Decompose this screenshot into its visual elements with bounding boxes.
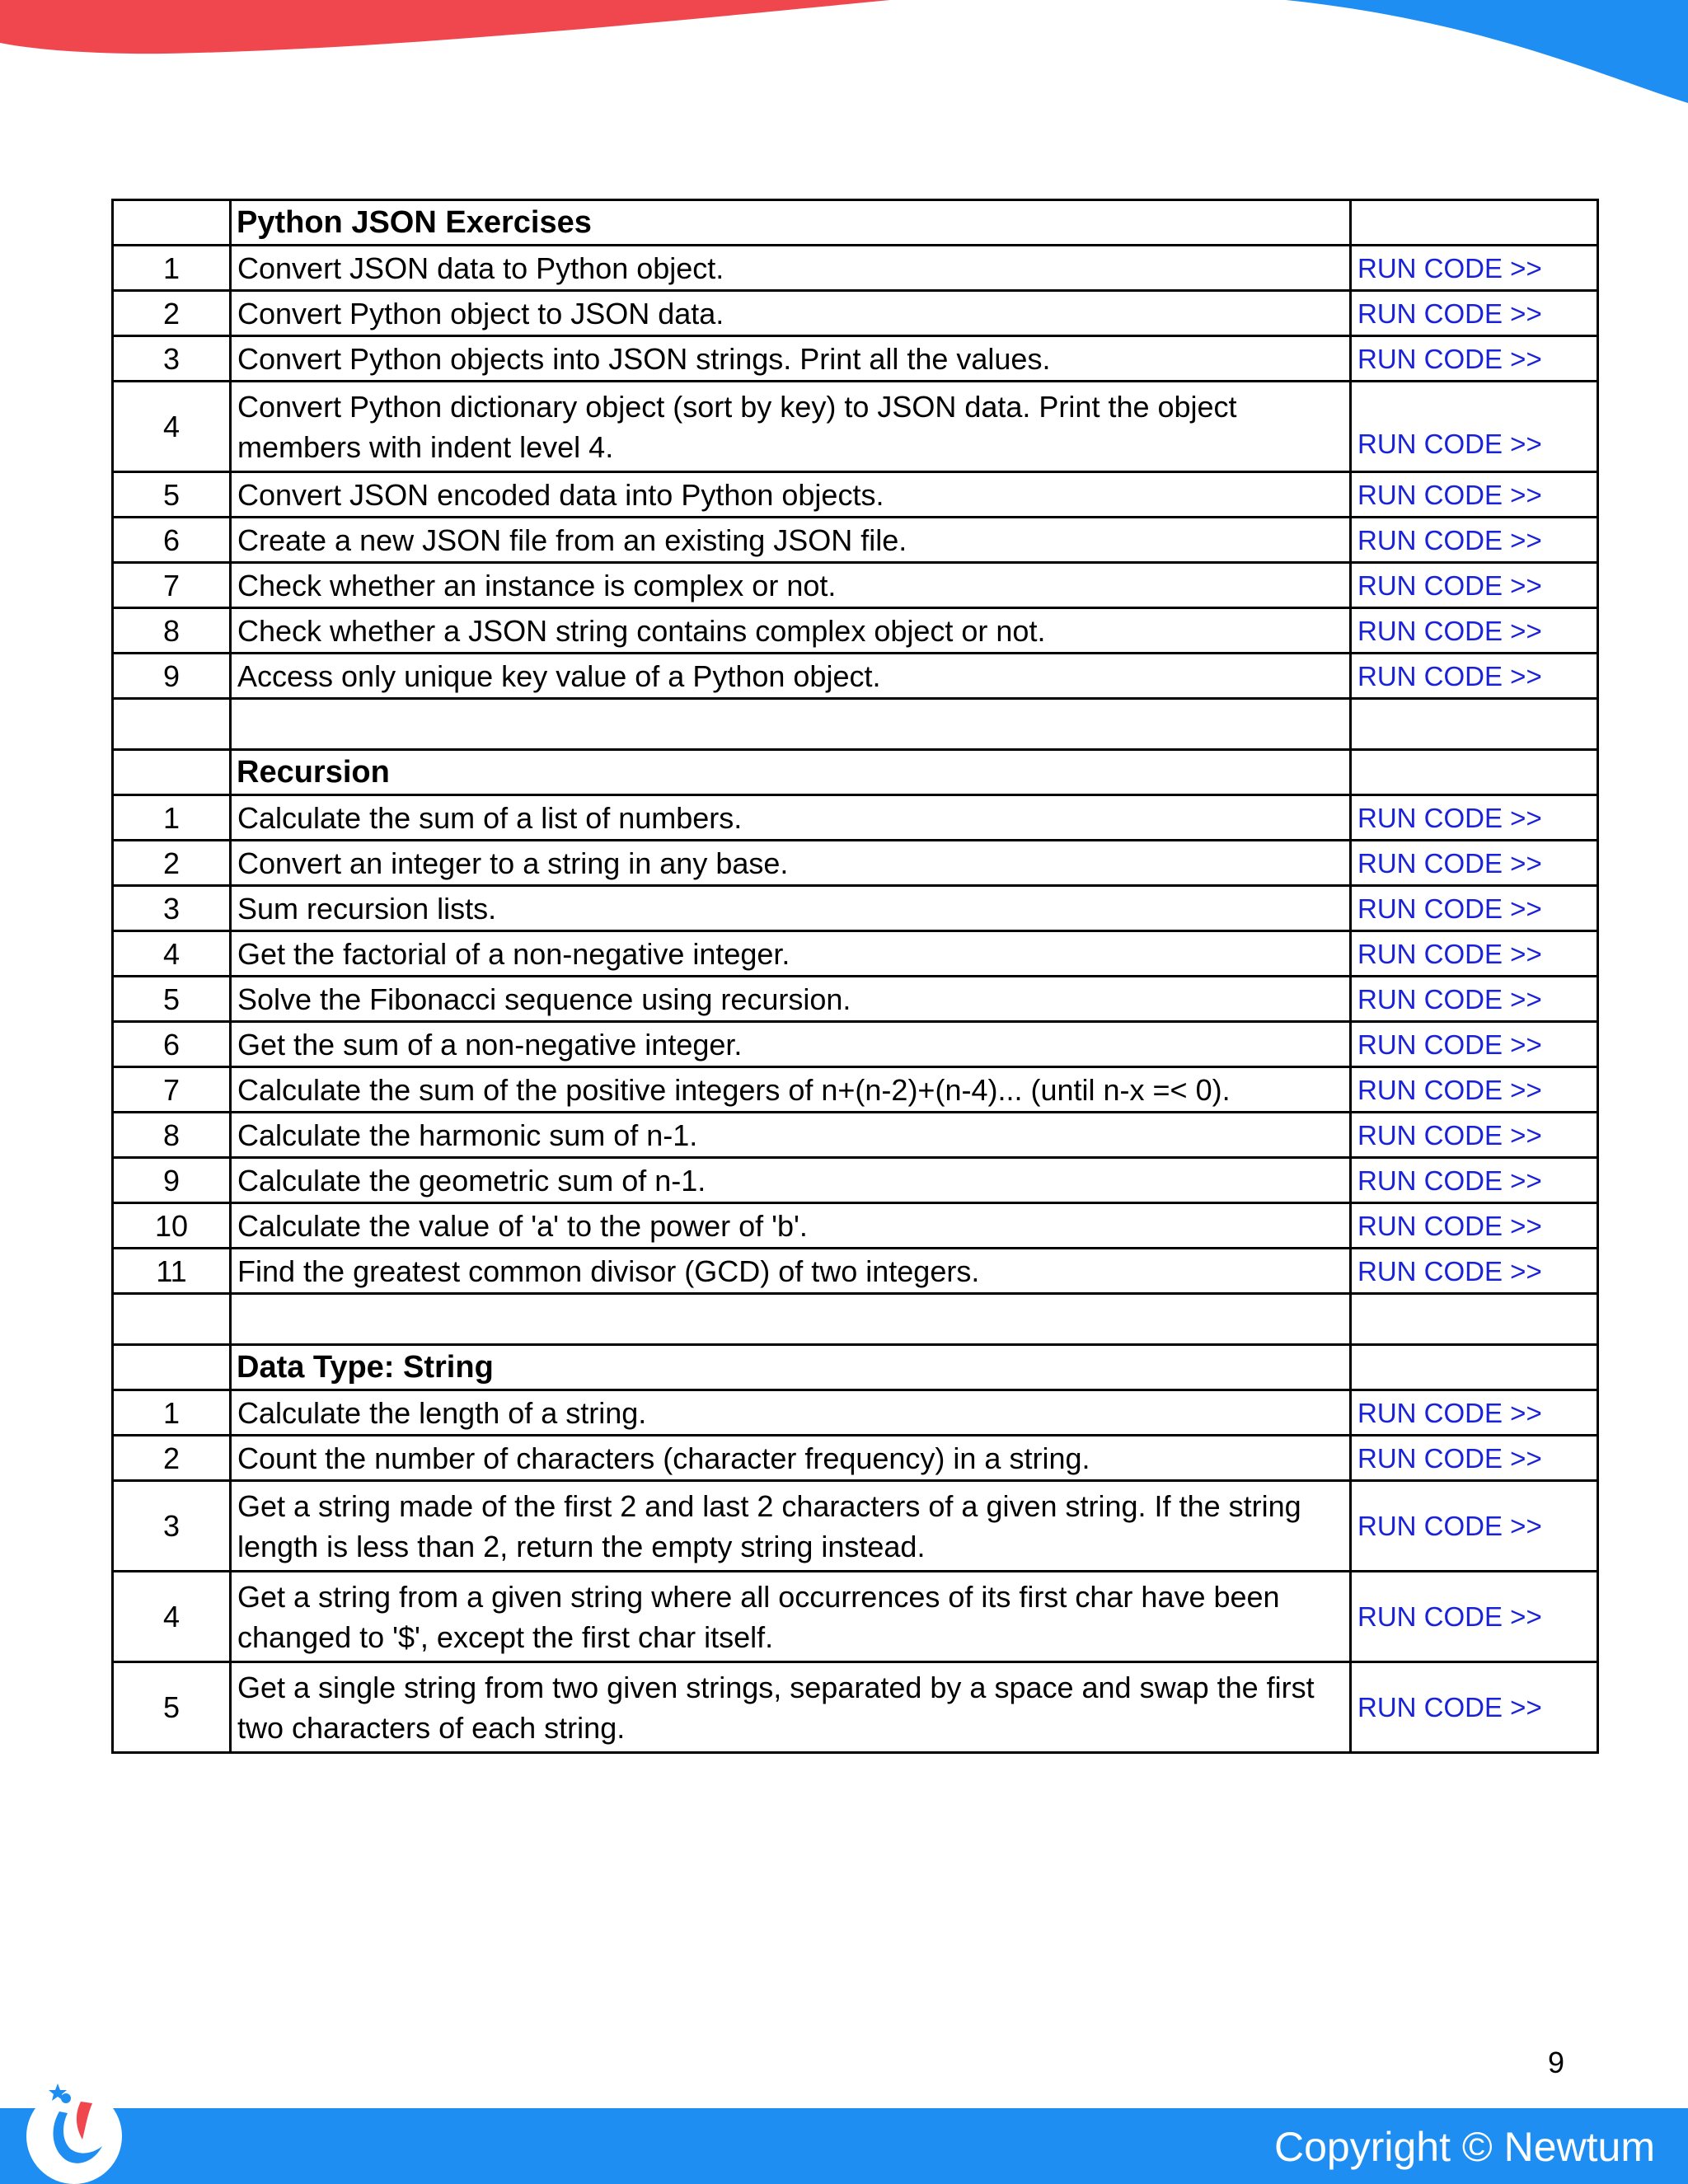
row-number: 7	[113, 563, 231, 608]
section-title: Data Type: String	[231, 1345, 1351, 1390]
row-number: 5	[113, 472, 231, 518]
empty-cell	[113, 699, 231, 750]
run-code-link[interactable]: RUN CODE >>	[1351, 1662, 1598, 1753]
exercise-description: Check whether an instance is complex or not.	[231, 563, 1351, 608]
exercise-description: Count the number of characters (character frequency) in a string.	[231, 1436, 1351, 1481]
table-row	[113, 795, 1598, 841]
exercise-description: Convert Python dictionary object (sort by key) to JSON data. Print the object members with indent level 4.	[231, 382, 1351, 472]
table-row	[113, 931, 1598, 977]
blue-wave-shape	[1286, 0, 1688, 103]
row-number: 1	[113, 246, 231, 291]
exercise-description: Check whether a JSON string contains complex object or not.	[231, 608, 1351, 654]
table-row	[113, 472, 1598, 518]
section-link-cell	[1351, 200, 1598, 246]
exercise-description: Get the factorial of a non-negative integer.	[231, 931, 1351, 977]
empty-cell	[231, 1294, 1351, 1345]
table-row	[113, 518, 1598, 563]
page-number: 9	[1547, 2046, 1564, 2079]
run-code-link[interactable]: RUN CODE >>	[1351, 1067, 1598, 1113]
table-row	[113, 1662, 1598, 1753]
row-number: 5	[113, 1662, 231, 1753]
run-code-link[interactable]: RUN CODE >>	[1351, 1022, 1598, 1067]
section-num-cell	[113, 1345, 231, 1390]
exercise-description: Access only unique key value of a Python object.	[231, 654, 1351, 699]
table-row	[113, 246, 1598, 291]
row-number: 4	[113, 1572, 231, 1662]
table-row	[113, 977, 1598, 1022]
run-code-link[interactable]: RUN CODE >>	[1351, 1436, 1598, 1481]
run-code-link[interactable]: RUN CODE >>	[1351, 654, 1598, 699]
exercise-description: Create a new JSON file from an existing JSON file.	[231, 518, 1351, 563]
run-code-link[interactable]: RUN CODE >>	[1351, 291, 1598, 336]
exercise-description: Calculate the sum of a list of numbers.	[231, 795, 1351, 841]
header-wave-decoration	[0, 0, 1688, 107]
table-row	[113, 1572, 1598, 1662]
row-number: 2	[113, 1436, 231, 1481]
row-number: 6	[113, 1022, 231, 1067]
newtum-logo	[16, 2069, 132, 2184]
row-number: 5	[113, 977, 231, 1022]
row-number: 4	[113, 931, 231, 977]
row-number: 2	[113, 291, 231, 336]
table-row	[113, 336, 1598, 382]
run-code-link[interactable]: RUN CODE >>	[1351, 472, 1598, 518]
table-row	[113, 1067, 1598, 1113]
row-number: 3	[113, 1481, 231, 1572]
run-code-link[interactable]: RUN CODE >>	[1351, 977, 1598, 1022]
table-row	[113, 841, 1598, 886]
table-row	[113, 382, 1598, 472]
table-row	[113, 563, 1598, 608]
exercise-description: Calculate the geometric sum of n-1.	[231, 1158, 1351, 1203]
run-code-link[interactable]: RUN CODE >>	[1351, 382, 1598, 472]
run-code-link[interactable]: RUN CODE >>	[1351, 518, 1598, 563]
run-code-link[interactable]: RUN CODE >>	[1351, 1113, 1598, 1158]
run-code-link[interactable]: RUN CODE >>	[1351, 795, 1598, 841]
row-number: 7	[113, 1067, 231, 1113]
table-row	[113, 1390, 1598, 1436]
logo-circle	[26, 2088, 122, 2184]
empty-cell	[113, 1294, 231, 1345]
table-row	[113, 1158, 1598, 1203]
run-code-link[interactable]: RUN CODE >>	[1351, 246, 1598, 291]
table-row	[113, 608, 1598, 654]
empty-cell	[231, 699, 1351, 750]
row-number: 3	[113, 886, 231, 931]
exercise-description: Convert Python object to JSON data.	[231, 291, 1351, 336]
section-num-cell	[113, 200, 231, 246]
run-code-link[interactable]: RUN CODE >>	[1351, 1390, 1598, 1436]
run-code-link[interactable]: RUN CODE >>	[1351, 1203, 1598, 1249]
table-row	[113, 1436, 1598, 1481]
exercise-description: Get a string made of the first 2 and last 2 characters of a given string. If the string length is less than 2, return the empty string instead.	[231, 1481, 1351, 1572]
exercise-description: Get a string from a given string where all occurrences of its first char have been changed to '$', except the first char itself.	[231, 1572, 1351, 1662]
section-title: Recursion	[231, 750, 1351, 795]
row-number: 10	[113, 1203, 231, 1249]
row-number: 8	[113, 1113, 231, 1158]
run-code-link[interactable]: RUN CODE >>	[1351, 608, 1598, 654]
section-link-cell	[1351, 1345, 1598, 1390]
run-code-link[interactable]: RUN CODE >>	[1351, 1481, 1598, 1572]
exercise-description: Calculate the length of a string.	[231, 1390, 1351, 1436]
exercise-description: Convert JSON data to Python object.	[231, 246, 1351, 291]
run-code-link[interactable]: RUN CODE >>	[1351, 563, 1598, 608]
run-code-link[interactable]: RUN CODE >>	[1351, 1572, 1598, 1662]
table-row	[113, 1113, 1598, 1158]
row-number: 9	[113, 654, 231, 699]
table-row	[113, 886, 1598, 931]
exercise-description: Convert JSON encoded data into Python objects.	[231, 472, 1351, 518]
exercise-description: Convert an integer to a string in any base.	[231, 841, 1351, 886]
exercise-description: Sum recursion lists.	[231, 886, 1351, 931]
table-row	[113, 1249, 1598, 1294]
spacer-row	[113, 699, 1598, 750]
row-number: 9	[113, 1158, 231, 1203]
exercise-description: Calculate the sum of the positive integers of n+(n-2)+(n-4)... (until n-x =< 0).	[231, 1067, 1351, 1113]
exercise-description: Calculate the value of 'a' to the power of 'b'.	[231, 1203, 1351, 1249]
exercise-description: Solve the Fibonacci sequence using recursion.	[231, 977, 1351, 1022]
exercise-table	[111, 199, 1599, 1754]
spacer-row	[113, 1294, 1598, 1345]
section-header-row	[113, 200, 1598, 246]
exercise-description: Convert Python objects into JSON strings. Print all the values.	[231, 336, 1351, 382]
empty-cell	[1351, 699, 1598, 750]
table-row	[113, 1481, 1598, 1572]
row-number: 2	[113, 841, 231, 886]
run-code-link[interactable]: RUN CODE >>	[1351, 1249, 1598, 1294]
empty-cell	[1351, 1294, 1598, 1345]
run-code-link[interactable]: RUN CODE >>	[1351, 931, 1598, 977]
row-number: 1	[113, 795, 231, 841]
run-code-link[interactable]: RUN CODE >>	[1351, 1158, 1598, 1203]
row-number: 11	[113, 1249, 231, 1294]
row-number: 6	[113, 518, 231, 563]
exercise-description: Get a single string from two given strings, separated by a space and swap the first two characters of each string.	[231, 1662, 1351, 1753]
row-number: 4	[113, 382, 231, 472]
run-code-link[interactable]: RUN CODE >>	[1351, 841, 1598, 886]
exercise-description: Get the sum of a non-negative integer.	[231, 1022, 1351, 1067]
exercise-description: Find the greatest common divisor (GCD) of two integers.	[231, 1249, 1351, 1294]
section-num-cell	[113, 750, 231, 795]
copyright-text: Copyright © Newtum	[1274, 2124, 1655, 2170]
table-row	[113, 1022, 1598, 1067]
red-wave-shape	[0, 0, 890, 54]
section-title: Python JSON Exercises	[231, 200, 1351, 246]
table-row	[113, 291, 1598, 336]
section-header-row	[113, 1345, 1598, 1390]
table-row	[113, 654, 1598, 699]
row-number: 8	[113, 608, 231, 654]
section-link-cell	[1351, 750, 1598, 795]
exercise-description: Calculate the harmonic sum of n-1.	[231, 1113, 1351, 1158]
row-number: 1	[113, 1390, 231, 1436]
table-row	[113, 1203, 1598, 1249]
row-number: 3	[113, 336, 231, 382]
run-code-link[interactable]: RUN CODE >>	[1351, 336, 1598, 382]
section-header-row	[113, 750, 1598, 795]
run-code-link[interactable]: RUN CODE >>	[1351, 886, 1598, 931]
